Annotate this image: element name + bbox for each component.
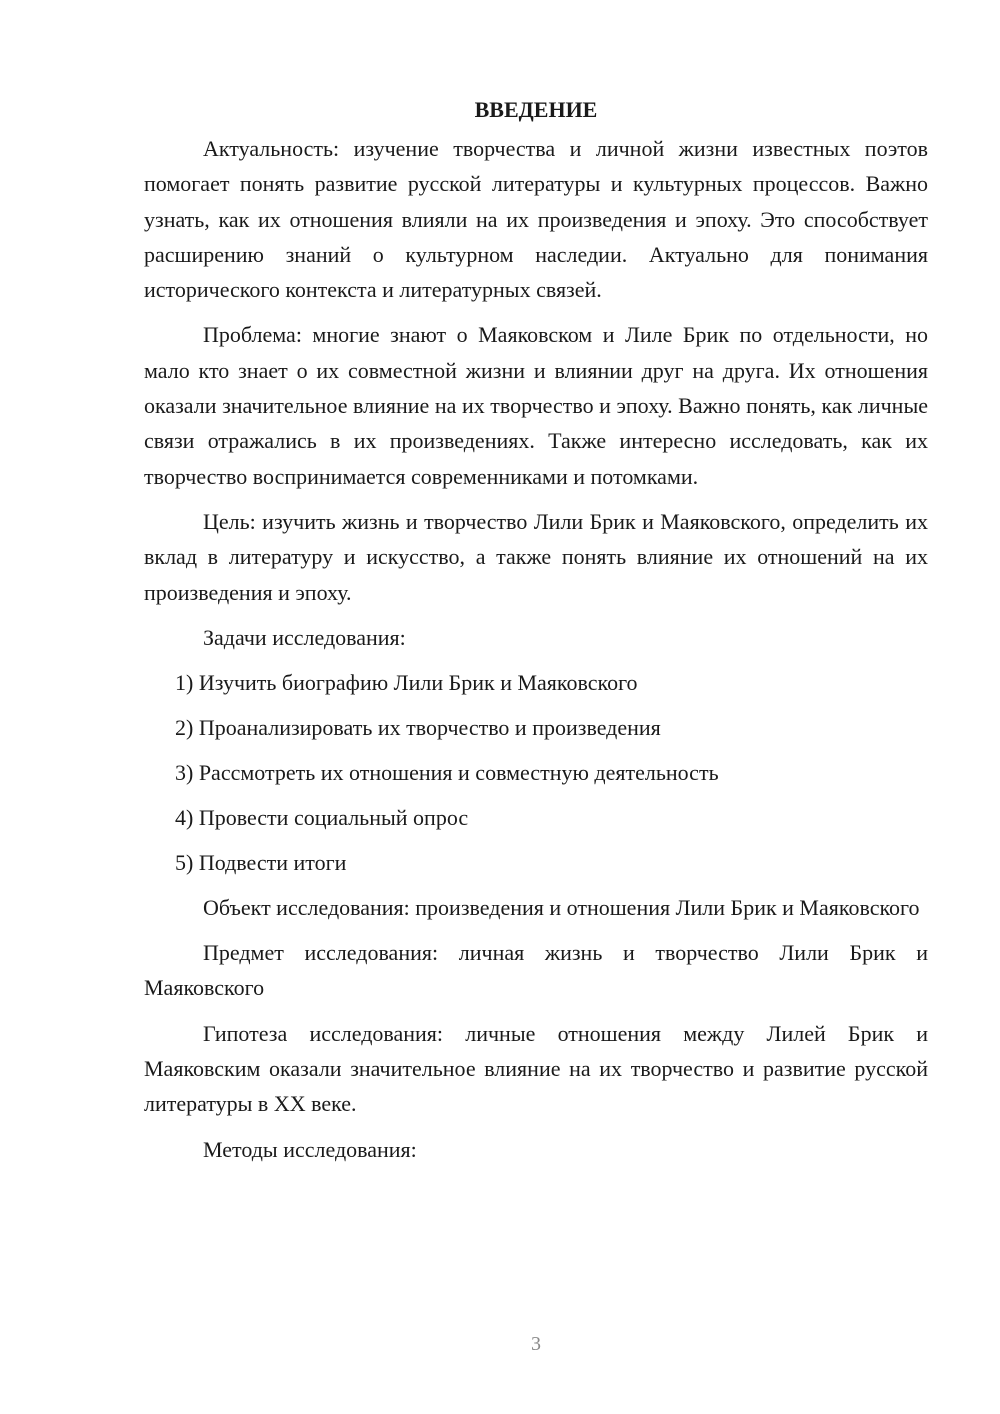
- list-item: 2) Проанализировать их творчество и произведения: [175, 714, 661, 740]
- document-page: [144, 92, 928, 1177]
- methods-label: Методы исследования:: [203, 1136, 417, 1162]
- paragraph-hypothesis: Гипотеза исследования: личные отношения между Лилей Брик и Маяковским оказали значительное влияние на их творчество и развитие русской литературы в XX веке.: [144, 1020, 928, 1117]
- list-item: 3) Рассмотреть их отношения и совместную деятельность: [175, 759, 719, 785]
- list-item: 4) Провести социальный опрос: [175, 804, 469, 830]
- list-item: 5) Подвести итоги: [175, 849, 347, 875]
- paragraph-problem: Проблема: многие знают о Маяковском и Лиле Брик по отдельности, но мало кто знает о их совместной жизни и влиянии друг на друга. Их отношения оказали значительное влияние на их творчество и эпоху. Важно понять, как личные связи отражались в их произведениях. Также интересно исследовать, как их творчество воспринимается современниками и потомками.: [144, 322, 928, 489]
- list-item: 1) Изучить биографию Лили Брик и Маяковского: [175, 669, 638, 695]
- section-title: ВВЕДЕНИЕ: [474, 97, 598, 122]
- page-number: 3: [531, 1333, 541, 1355]
- paragraph-object: Объект исследования: произведения и отношения Лили Брик и Маяковского: [203, 894, 920, 920]
- paragraph-subject: Предмет исследования: личная жизнь и творчество Лили Брик и Маяковского: [144, 940, 928, 1001]
- tasks-label: Задачи исследования:: [203, 624, 406, 650]
- tasks-list: [144, 665, 928, 880]
- paragraph-relevance: Актуальность: изучение творчества и личной жизни известных поэтов помогает понять развитие русской литературы и культурных процессов. Важно узнать, как их отношения влияли на их произведения и эпоху. Это способствует расширению знаний о культурном наследии. Актуально для понимания исторического контекста и литературных связей.: [144, 136, 928, 303]
- paragraph-goal: Цель: изучить жизнь и творчество Лили Брик и Маяковского, определить их вклад в литературу и искусство, а также понять влияние их отношений на их произведения и эпоху.: [144, 508, 928, 605]
